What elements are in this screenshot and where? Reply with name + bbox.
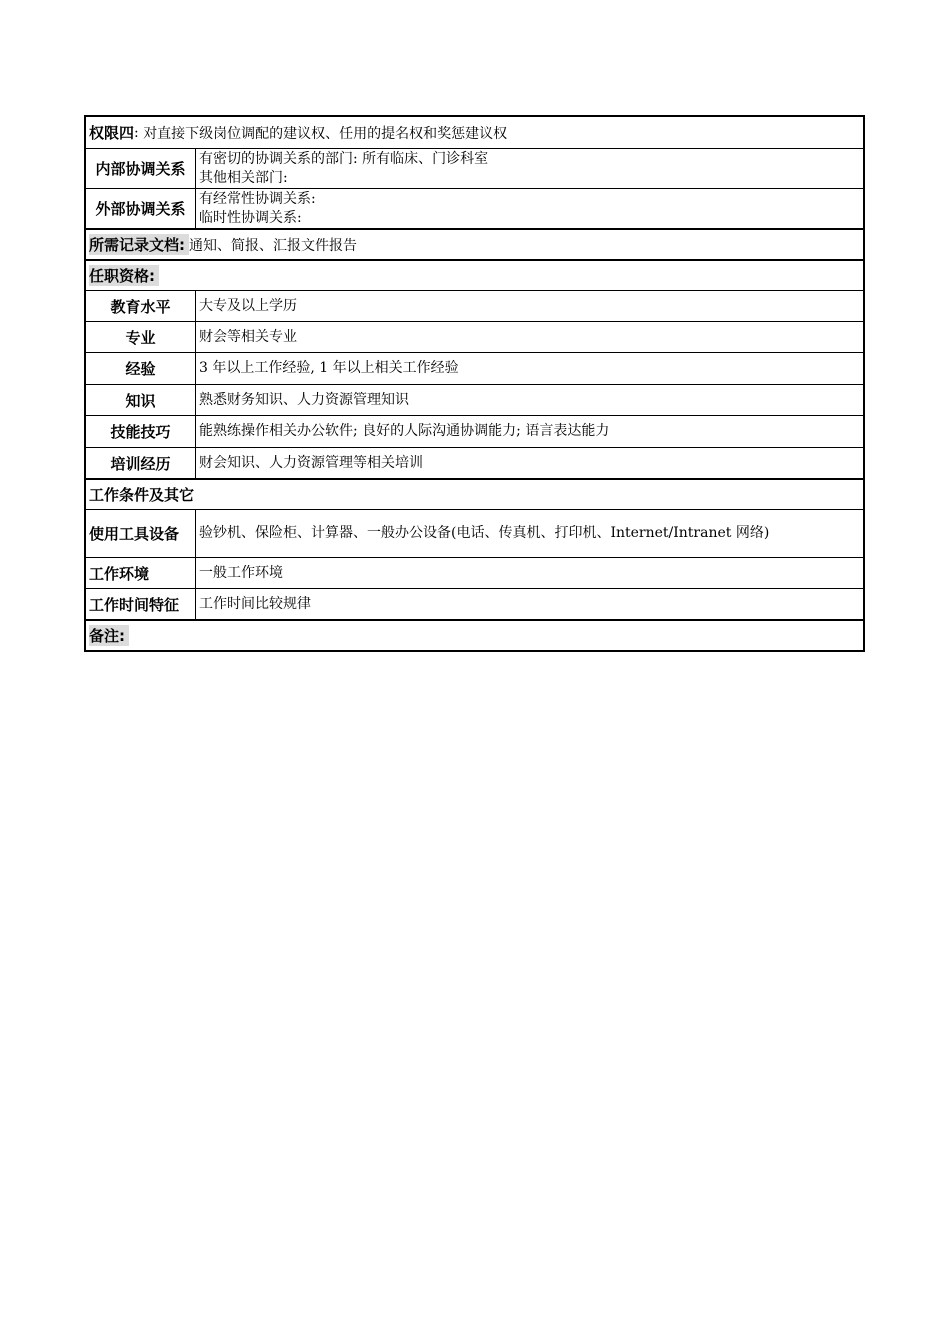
condition-row: [86, 509, 863, 557]
internal-coordination-line2: 其他相关部门:: [199, 169, 288, 186]
condition-value: 工作时间比较规律: [199, 595, 311, 612]
qualification-value: 熟悉财务知识、人力资源管理知识: [199, 391, 409, 408]
external-coordination-row: [86, 188, 863, 228]
qualification-row: [86, 447, 863, 478]
condition-value: 一般工作环境: [199, 564, 283, 581]
qualification-row: [86, 415, 863, 447]
internal-coordination-label: 内部协调关系: [86, 149, 196, 188]
authority-label: 权限四: [89, 124, 135, 142]
qualification-row: [86, 321, 863, 352]
qualification-value: 3 年以上工作经验, 1 年以上相关工作经验: [199, 360, 459, 376]
qualification-label: 技能技巧: [86, 416, 196, 447]
qualification-label: 培训经历: [86, 448, 196, 478]
condition-row: [86, 557, 863, 588]
qualification-label: 经验: [86, 353, 196, 384]
qualification-row: [86, 384, 863, 415]
remarks-title: 备注:: [89, 625, 129, 646]
qualifications-header-row: [86, 259, 863, 290]
condition-label: 工作时间特征: [86, 589, 196, 619]
condition-label: 使用工具设备: [86, 510, 196, 557]
internal-coordination-line1: 有密切的协调关系的部门: 所有临床、门诊科室: [199, 150, 489, 167]
records-row: [86, 228, 863, 259]
authority-row: [86, 117, 863, 148]
job-description-table: [84, 115, 865, 652]
authority-separator: :: [134, 124, 139, 141]
qualifications-title: 任职资格:: [89, 265, 159, 286]
conditions-title: 工作条件及其它: [89, 486, 195, 504]
records-label: 所需记录文档:: [89, 234, 189, 255]
qualification-row: [86, 352, 863, 384]
qualification-value: 大专及以上学历: [199, 297, 297, 314]
authority-text: 对直接下级岗位调配的建议权、任用的提名权和奖惩建议权: [143, 125, 508, 142]
internal-coordination-row: [86, 148, 863, 188]
condition-value: 验钞机、保险柜、计算器、一般办公设备(电话、传真机、打印机、Internet/Intranet 网络): [199, 525, 770, 541]
condition-row: [86, 588, 863, 619]
condition-label: 工作环境: [86, 558, 196, 588]
qualification-label: 知识: [86, 385, 196, 415]
qualification-value: 财会等相关专业: [199, 328, 297, 345]
external-coordination-line2: 临时性协调关系:: [199, 209, 302, 226]
qualification-label: 教育水平: [86, 291, 196, 321]
conditions-header-row: [86, 478, 863, 509]
records-text: 通知、简报、汇报文件报告: [189, 237, 357, 254]
external-coordination-line1: 有经常性协调关系:: [199, 190, 316, 207]
qualification-label: 专业: [86, 322, 196, 352]
qualification-value: 财会知识、人力资源管理等相关培训: [199, 454, 423, 471]
qualification-value: 能熟练操作相关办公软件; 良好的人际沟通协调能力; 语言表达能力: [199, 423, 610, 439]
qualification-row: [86, 290, 863, 321]
remarks-row: [86, 619, 863, 650]
external-coordination-label: 外部协调关系: [86, 189, 196, 228]
